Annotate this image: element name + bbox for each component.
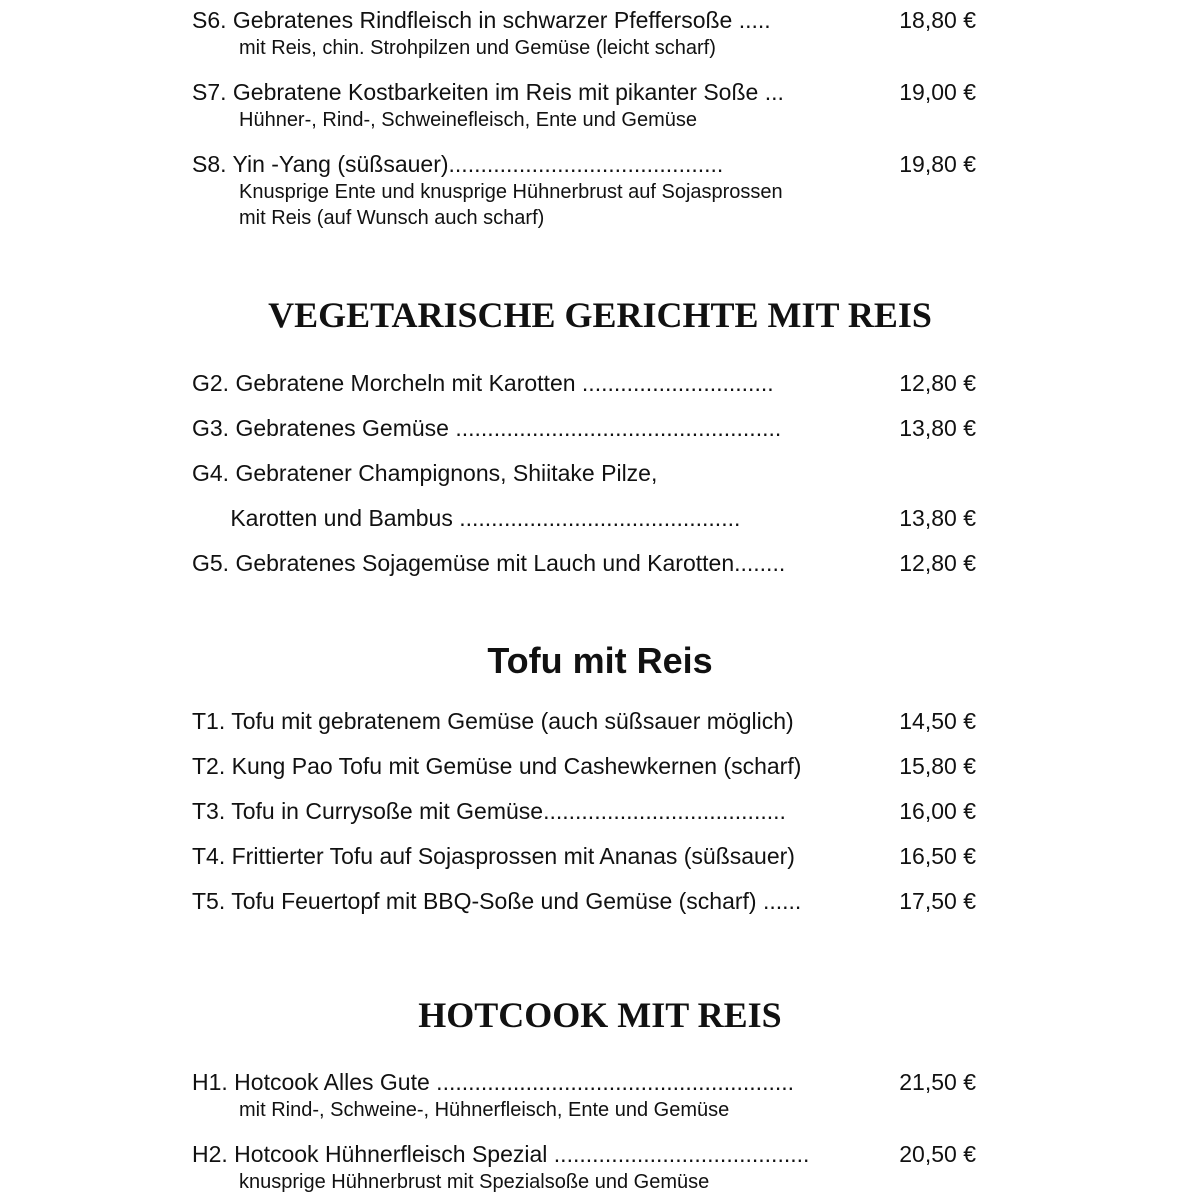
menu-item-description: mit Rind-, Schweine-, Hühnerfleisch, Ente und Gemüse xyxy=(239,1099,730,1121)
menu-item-line xyxy=(192,1139,982,1169)
menu-item-line xyxy=(192,841,982,871)
menu-item-name: H2. Hotcook Hühnerfleisch Spezial ........................................ xyxy=(192,1141,810,1167)
menu-item-h2 xyxy=(192,1139,982,1195)
menu-item-g5 xyxy=(192,548,982,578)
menu-item-t2 xyxy=(192,751,982,781)
menu-item-line xyxy=(192,796,982,826)
menu-item-line xyxy=(192,503,982,533)
menu-item-name: G3. Gebratenes Gemüse ................................................... xyxy=(192,415,782,441)
menu-item-description: Knusprige Ente und knusprige Hühnerbrust auf Sojasprossen xyxy=(239,181,783,203)
menu-item-price: 13,80 € xyxy=(899,505,976,531)
menu-item-price: 12,80 € xyxy=(899,550,976,576)
menu-item-line xyxy=(192,751,982,781)
menu-item-line xyxy=(192,5,982,35)
menu-item-line xyxy=(192,458,982,488)
menu-item-price: 17,50 € xyxy=(899,888,976,914)
menu-item-line xyxy=(192,548,982,578)
menu-item-name: G4. Gebratener Champignons, Shiitake Pilze, xyxy=(192,460,658,486)
menu-item-g4 xyxy=(192,458,982,488)
menu-item-s7 xyxy=(192,77,982,133)
section-heading-hotcook: HOTCOOK MIT REIS xyxy=(418,995,782,1035)
menu-item-h1 xyxy=(192,1067,982,1123)
menu-item-price: 19,00 € xyxy=(899,79,976,105)
menu-item-t3 xyxy=(192,796,982,826)
menu-item-price: 14,50 € xyxy=(899,708,976,734)
menu-item-price: 15,80 € xyxy=(899,753,976,779)
menu-item-name: S8. Yin -Yang (süßsauer)........................................... xyxy=(192,151,724,177)
menu-item-name: T3. Tofu in Currysoße mit Gemüse...................................... xyxy=(192,798,786,824)
menu-item-t1 xyxy=(192,706,982,736)
menu-item-name: G2. Gebratene Morcheln mit Karotten .............................. xyxy=(192,370,774,396)
menu-item-description: knusprige Hühnerbrust mit Spezialsoße und Gemüse xyxy=(239,1171,710,1193)
menu-item-s6 xyxy=(192,5,982,61)
menu-item-name: T4. Frittierter Tofu auf Sojasprossen mit Ananas (süßsauer) xyxy=(192,843,795,869)
menu-item-name: S7. Gebratene Kostbarkeiten im Reis mit pikanter Soße ... xyxy=(192,79,784,105)
menu-item-name: T1. Tofu mit gebratenem Gemüse (auch süßsauer möglich) xyxy=(192,708,794,734)
menu-item-price: 18,80 € xyxy=(899,7,976,33)
menu-item-price: 21,50 € xyxy=(899,1069,976,1095)
section-heading-tofu: Tofu mit Reis xyxy=(487,640,713,681)
menu-item-name: Karotten und Bambus ............................................ xyxy=(192,505,741,531)
menu-item-line xyxy=(192,149,982,179)
menu-item-price: 13,80 € xyxy=(899,415,976,441)
menu-item-price: 16,00 € xyxy=(899,798,976,824)
menu-item-name: S6. Gebratenes Rindfleisch in schwarzer Pfeffersoße ..... xyxy=(192,7,771,33)
menu-item-name: T2. Kung Pao Tofu mit Gemüse und Cashewkernen (scharf) xyxy=(192,753,802,779)
menu-item-line xyxy=(192,886,982,916)
menu-item-name: H1. Hotcook Alles Gute ........................................................ xyxy=(192,1069,795,1095)
menu-item-g4-continued xyxy=(192,503,982,533)
menu-item-name: G5. Gebratenes Sojagemüse mit Lauch und Karotten........ xyxy=(192,550,786,576)
menu-item-line xyxy=(192,413,982,443)
menu-item-description: Hühner-, Rind-, Schweinefleisch, Ente und Gemüse xyxy=(239,109,698,131)
menu-item-line xyxy=(192,706,982,736)
section-heading-vegetarisch: VEGETARISCHE GERICHTE MIT REIS xyxy=(268,295,932,335)
menu-item-description: mit Reis (auf Wunsch auch scharf) xyxy=(239,207,545,229)
menu-item-price: 16,50 € xyxy=(899,843,976,869)
menu-item-line xyxy=(192,368,982,398)
menu-item-t4 xyxy=(192,841,982,871)
menu-item-line xyxy=(192,1067,982,1097)
menu-item-g3 xyxy=(192,413,982,443)
menu-item-name: T5. Tofu Feuertopf mit BBQ-Soße und Gemüse (scharf) ...... xyxy=(192,888,802,914)
menu-item-line xyxy=(192,77,982,107)
menu-item-description: mit Reis, chin. Strohpilzen und Gemüse (leicht scharf) xyxy=(239,37,716,59)
menu-item-g2 xyxy=(192,368,982,398)
menu-item-price: 20,50 € xyxy=(899,1141,976,1167)
menu-item-price: 19,80 € xyxy=(899,151,976,177)
menu-item-s8 xyxy=(192,149,982,231)
menu-item-price: 12,80 € xyxy=(899,370,976,396)
menu-item-t5 xyxy=(192,886,982,916)
